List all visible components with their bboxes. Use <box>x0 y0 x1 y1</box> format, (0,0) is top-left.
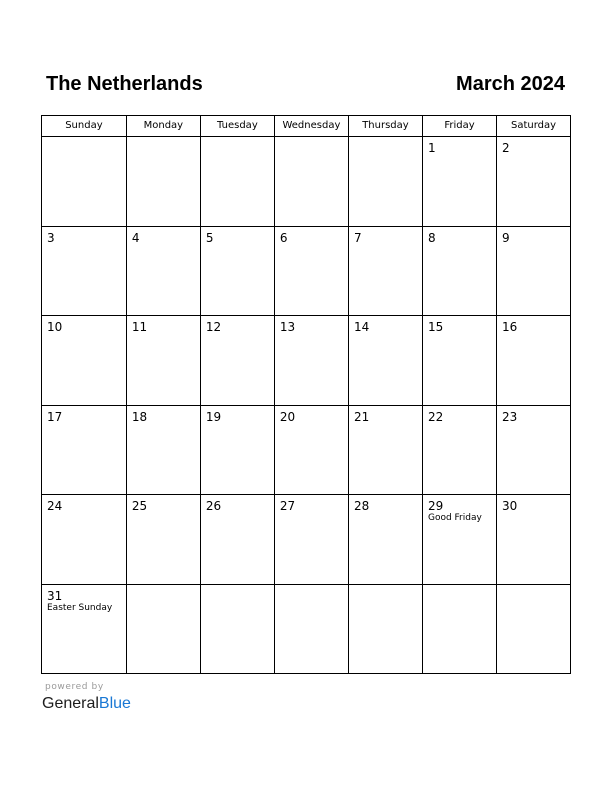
day-number: 30 <box>502 499 518 514</box>
weekday-saturday: Saturday <box>497 116 571 137</box>
day-cell-tuesday <box>201 495 275 585</box>
day-cell-tuesday <box>201 137 275 227</box>
holiday-label: Easter Sunday <box>47 602 113 613</box>
day-cell-saturday <box>497 137 571 227</box>
day-cell-wednesday <box>275 406 349 496</box>
day-cell-sunday <box>42 137 127 227</box>
day-number: 31 <box>47 588 63 603</box>
day-cell-monday <box>127 406 201 496</box>
day-cell-sunday <box>42 585 127 674</box>
day-cell-monday <box>127 316 201 406</box>
day-number: 5 <box>205 230 214 245</box>
day-cell-wednesday <box>275 227 349 317</box>
day-number: 23 <box>502 409 518 424</box>
day-number: 27 <box>279 499 296 514</box>
powered-by-label: powered by <box>45 682 104 692</box>
day-cell-friday <box>423 495 497 585</box>
day-cell-tuesday <box>201 316 275 406</box>
country-title: The Netherlands <box>46 73 203 95</box>
day-cell-monday <box>127 227 201 317</box>
week-row <box>42 316 571 406</box>
day-cell-tuesday <box>201 585 275 674</box>
day-number: 15 <box>427 320 444 335</box>
day-number: 2 <box>502 141 510 155</box>
day-number: 22 <box>427 409 444 424</box>
weekday-header-row <box>42 116 571 137</box>
day-cell-wednesday <box>275 585 349 674</box>
week-row <box>42 585 571 674</box>
day-cell-saturday <box>497 227 571 317</box>
day-number: 26 <box>205 499 222 514</box>
day-cell-saturday <box>497 316 571 406</box>
day-number: 14 <box>353 320 370 335</box>
day-number: 12 <box>205 320 222 335</box>
day-cell-sunday <box>42 495 127 585</box>
day-cell-wednesday <box>275 316 349 406</box>
day-cell-saturday <box>497 495 571 585</box>
day-number: 16 <box>502 320 518 335</box>
day-number: 29 <box>427 499 444 514</box>
day-cell-sunday <box>42 316 127 406</box>
brand-blue-text: Blue <box>98 695 131 712</box>
week-row <box>42 406 571 496</box>
day-cell-friday <box>423 406 497 496</box>
generalblue-logo[interactable] <box>42 694 131 714</box>
month-year-title: March 2024 <box>456 73 565 95</box>
day-cell-tuesday <box>201 227 275 317</box>
day-cell-wednesday <box>275 495 349 585</box>
brand-general-text: General <box>42 695 99 712</box>
day-number: 21 <box>353 409 370 424</box>
weeks-container <box>42 137 571 674</box>
day-cell-thursday <box>349 495 423 585</box>
day-cell-wednesday <box>275 137 349 227</box>
day-cell-monday <box>127 585 201 674</box>
weekday-monday: Monday <box>127 116 201 137</box>
day-cell-sunday <box>42 406 127 496</box>
day-cell-friday <box>423 316 497 406</box>
day-number: 17 <box>47 409 63 424</box>
day-cell-thursday <box>349 406 423 496</box>
week-row <box>42 227 571 317</box>
day-cell-saturday <box>497 585 571 674</box>
calendar-grid <box>41 115 571 674</box>
day-number: 20 <box>279 409 296 424</box>
day-cell-monday <box>127 137 201 227</box>
weekday-thursday: Thursday <box>349 116 423 137</box>
day-number: 19 <box>205 409 222 424</box>
holiday-label: Good Friday <box>427 513 482 524</box>
day-number: 11 <box>131 320 148 335</box>
day-cell-thursday <box>349 227 423 317</box>
day-number: 13 <box>279 320 296 335</box>
day-cell-friday <box>423 137 497 227</box>
day-number: 25 <box>131 499 148 514</box>
day-cell-tuesday <box>201 406 275 496</box>
day-number: 7 <box>353 230 362 245</box>
week-row <box>42 495 571 585</box>
day-number: 9 <box>502 230 510 245</box>
day-cell-friday <box>423 227 497 317</box>
day-number: 24 <box>47 499 63 514</box>
day-number: 1 <box>427 141 436 155</box>
day-cell-thursday <box>349 137 423 227</box>
day-number: 8 <box>427 230 436 245</box>
weekday-tuesday: Tuesday <box>201 116 275 137</box>
day-cell-friday <box>423 585 497 674</box>
day-number: 28 <box>353 499 370 514</box>
day-cell-monday <box>127 495 201 585</box>
day-cell-saturday <box>497 406 571 496</box>
day-cell-thursday <box>349 316 423 406</box>
week-row <box>42 137 571 227</box>
weekday-sunday: Sunday <box>42 116 127 137</box>
day-cell-thursday <box>349 585 423 674</box>
day-number: 3 <box>47 230 55 245</box>
day-number: 18 <box>131 409 148 424</box>
day-cell-sunday <box>42 227 127 317</box>
weekday-wednesday: Wednesday <box>275 116 349 137</box>
weekday-friday: Friday <box>423 116 497 137</box>
day-number: 4 <box>131 230 140 245</box>
day-number: 6 <box>279 230 288 245</box>
day-number: 10 <box>47 320 63 335</box>
